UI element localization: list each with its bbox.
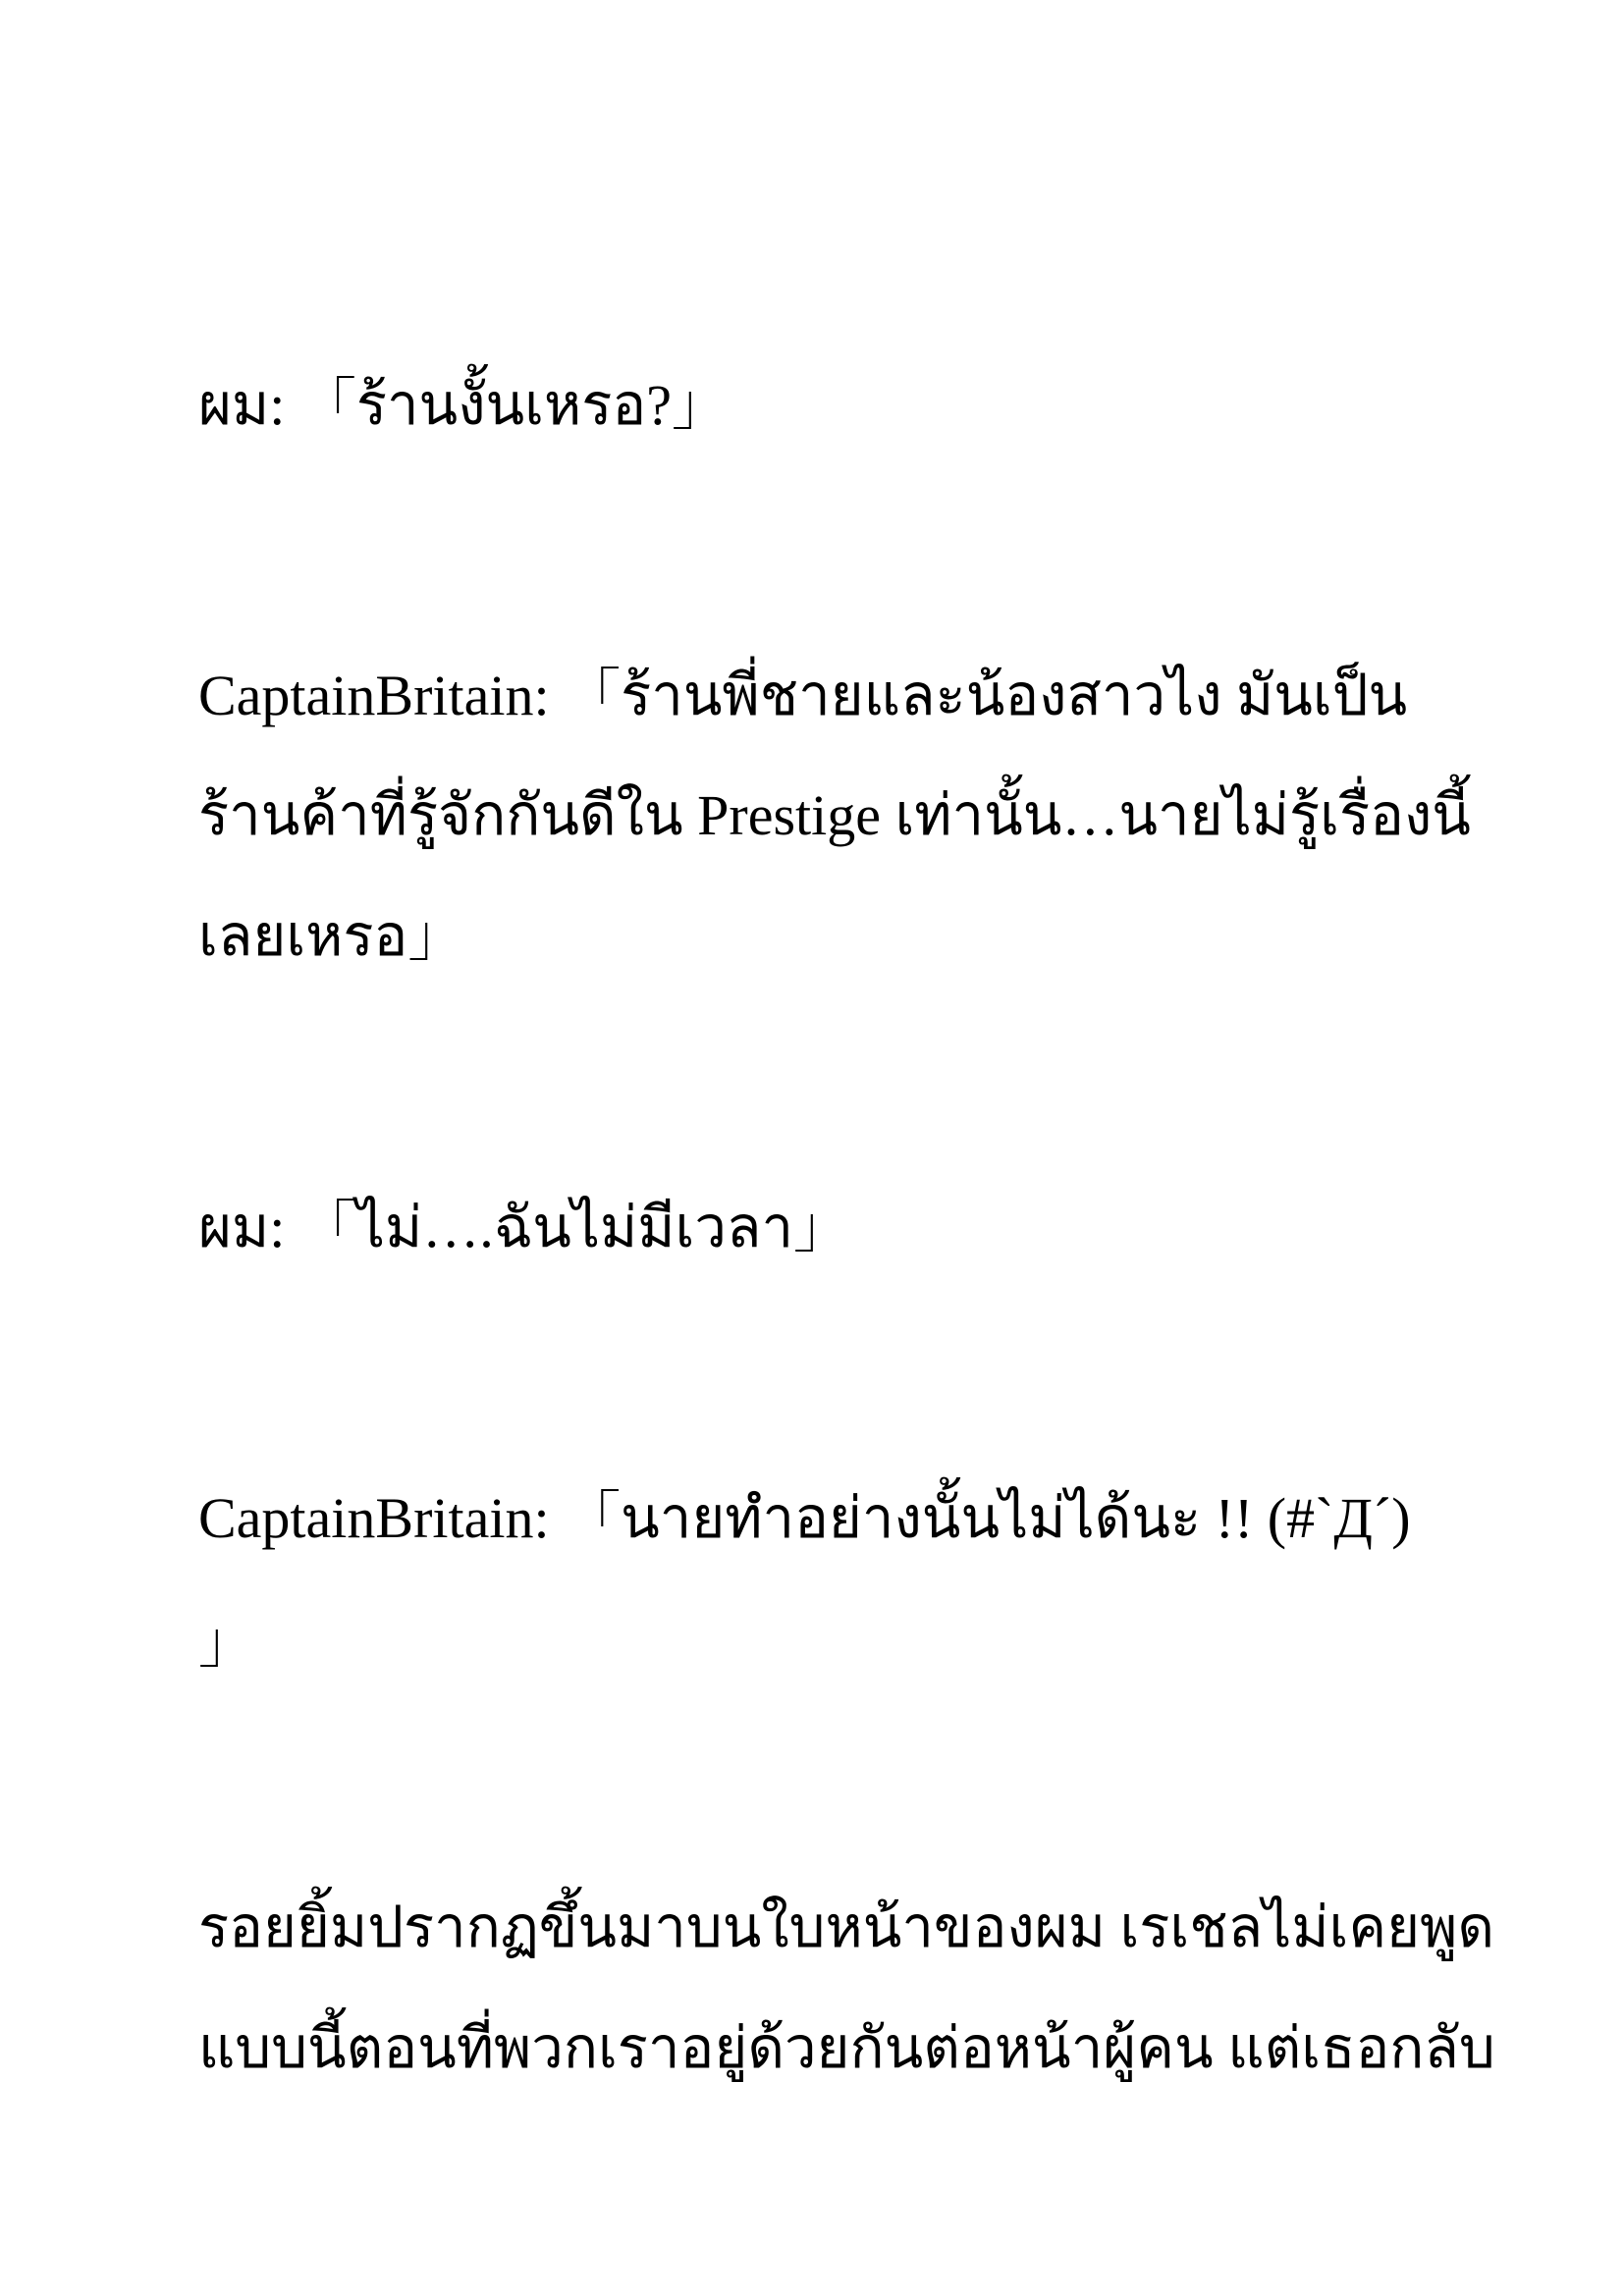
dialogue-line-captain-2a: CaptainBritain: 「นายทำอย่างนั้นไม่ได้นะ !! (#`Д´) (198, 1486, 1411, 1550)
narration-line-1: รอยยิ้มปรากฏขึ้นมาบนใบหน้าของผม เรเชลไม่เคยพูด (198, 1896, 1495, 1959)
dialogue-line-me-1: ผม: 「ร้านงั้นเหรอ?」 (198, 373, 729, 437)
dialogue-line-captain-1a: CaptainBritain: 「ร้านพี่ชายและน้องสาวไง มันเป็น (198, 664, 1408, 727)
dialogue-line-me-2: ผม: 「ไม่….ฉันไม่มีเวลา」 (198, 1196, 851, 1259)
narration-line-2: แบบนี้ตอนที่พวกเราอยู่ด้วยกันต่อหน้าผู้คน แต่เธอกลับ (198, 2016, 1495, 2080)
dialogue-line-captain-1c: เลยเหรอ」 (198, 904, 465, 968)
dialogue-line-captain-2b: 」 (198, 1611, 256, 1675)
dialogue-line-captain-1b: ร้านค้าที่รู้จักกันดีใน Prestige เท่านั้น…นายไม่รู้เรื่องนี้ (198, 783, 1471, 847)
